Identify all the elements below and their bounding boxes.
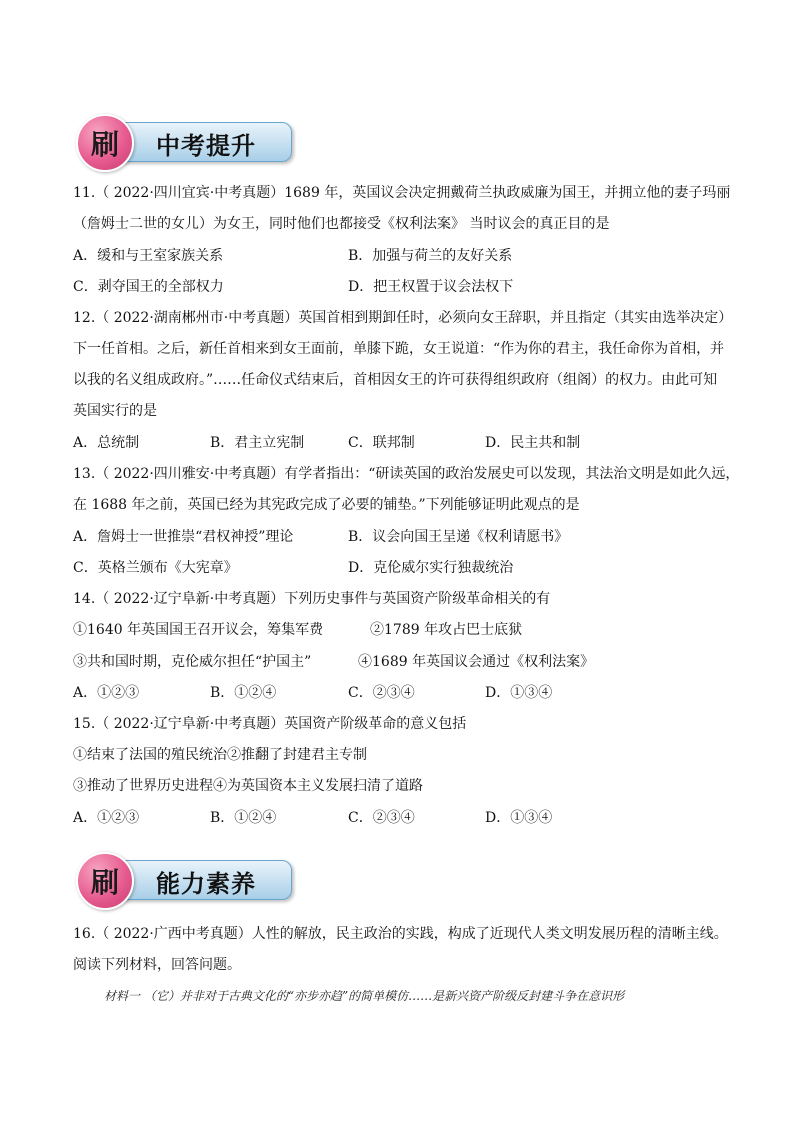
q16-stem-line1: 16.（ 2022·广西中考真题）人性的解放，民主政治的实践，构成了近现代人类文明发展历程的清晰主线。 xyxy=(73,926,728,942)
q15-stem-line3: ③推动了世界历史进程④为英国资本主义发展扫清了道路 xyxy=(73,778,423,794)
q14-item-4: ④1689 年英国议会通过《权利法案》 xyxy=(358,654,595,670)
q11-option-a[interactable]: A．缓和与王室家族关系 xyxy=(73,248,224,264)
q13-option-c[interactable]: C．英格兰颁布《大宪章》 xyxy=(73,560,238,576)
q12-option-d[interactable]: D．民主共和制 xyxy=(485,435,581,451)
q15-stem-line2: ①结束了法国的殖民统治②推翻了封建君主专制 xyxy=(73,747,367,763)
q15-option-a[interactable]: A．①②③ xyxy=(73,810,140,826)
section-banner-nengli xyxy=(76,856,292,902)
q14-stem-line1: 14.（ 2022·辽宁阜新·中考真题）下列历史事件与英国资产阶级革命相关的有 xyxy=(73,591,551,607)
q12-stem-line3: 以我的名义组成政府。”……任命仪式结束后，首相因女王的许可获得组织政府（组阁）的权力。由此可知 xyxy=(73,372,718,388)
q14-option-d[interactable]: D．①③④ xyxy=(485,685,553,701)
q12-stem-line4: 英国实行的是 xyxy=(73,403,157,419)
q14-option-b[interactable]: B．①②④ xyxy=(210,685,277,701)
q14-item-3: ③共和国时期，克伦威尔担任“护国主” xyxy=(73,654,312,670)
q12-option-c[interactable]: C．联邦制 xyxy=(348,435,415,451)
q14-item-1: ①1640 年英国国王召开议会，筹集军费 xyxy=(73,622,324,638)
q13-stem-line2: 在 1688 年之前，英国已经为其宪政完成了必要的铺垫。”下列能够证明此观点的是 xyxy=(73,497,580,513)
section-banner-zhongkao xyxy=(76,118,292,164)
q15-option-c[interactable]: C．②③④ xyxy=(348,810,415,826)
q12-option-a[interactable]: A．总统制 xyxy=(73,435,140,451)
q13-option-a[interactable]: A．詹姆士一世推崇“君权神授”理论 xyxy=(73,529,294,545)
q16-material-1: 材料一 （它）并非对于古典文化的“亦步亦趋”的简单模仿……是新兴资产阶级反封建斗争在意识形 xyxy=(104,989,625,1003)
banner-badge: 刷 xyxy=(76,852,134,910)
q11-stem-line2: （詹姆士二世的女儿）为女王，同时他们也都接受《权利法案》 当时议会的真正目的是 xyxy=(73,216,610,232)
q13-option-d[interactable]: D．克伦威尔实行独裁统治 xyxy=(348,560,514,576)
q11-stem-line1: 11.（ 2022·四川宜宾·中考真题）1689 年，英国议会决定拥戴荷兰执政威廉为国王，并拥立他的妻子玛丽 xyxy=(73,185,731,201)
banner-badge: 刷 xyxy=(76,114,134,172)
q12-stem-line1: 12.（ 2022·湖南郴州市·中考真题）英国首相到期卸任时，必须向女王辞职，并且指定（其实由选举决定） xyxy=(73,310,733,326)
banner-title: 中考提升 xyxy=(156,132,256,160)
q13-option-b[interactable]: B．议会向国王呈递《权利请愿书》 xyxy=(348,529,569,545)
q13-stem-line1: 13.（ 2022·四川雅安·中考真题）有学者指出：“研读英国的政治发展史可以发现，其法治文明是如此久远， xyxy=(73,466,740,482)
q14-item-2: ②1789 年攻占巴士底狱 xyxy=(370,622,523,638)
q16-stem-line2: 阅读下列材料，回答问题。 xyxy=(73,957,241,973)
q11-option-b[interactable]: B．加强与荷兰的友好关系 xyxy=(348,248,513,264)
q12-option-b[interactable]: B．君主立宪制 xyxy=(210,435,305,451)
q14-option-c[interactable]: C．②③④ xyxy=(348,685,415,701)
q11-option-d[interactable]: D．把王权置于议会法权下 xyxy=(348,279,514,295)
q15-option-d[interactable]: D．①③④ xyxy=(485,810,553,826)
q14-option-a[interactable]: A．①②③ xyxy=(73,685,140,701)
q11-option-c[interactable]: C．剥夺国王的全部权力 xyxy=(73,279,224,295)
q15-stem-line1: 15.（ 2022·辽宁阜新·中考真题）英国资产阶级革命的意义包括 xyxy=(73,716,467,732)
banner-title: 能力素养 xyxy=(156,870,256,898)
q15-option-b[interactable]: B．①②④ xyxy=(210,810,277,826)
q12-stem-line2: 下一任首相。之后，新任首相来到女王面前，单膝下跪，女王说道：“作为你的君主，我任命你为首相，并 xyxy=(73,341,725,357)
